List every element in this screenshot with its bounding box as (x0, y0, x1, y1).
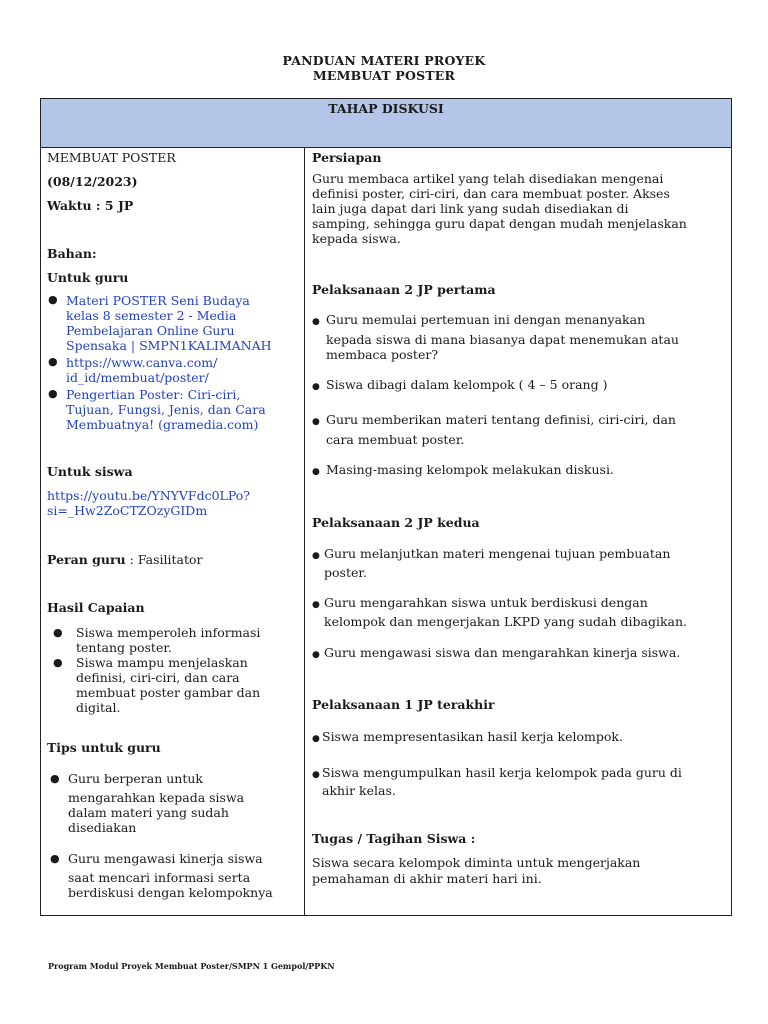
task-line: Siswa secara kelompok diminta untuk mengerjakan (312, 855, 641, 870)
item-line: poster. (324, 565, 367, 580)
item-line: membaca poster? (326, 347, 439, 362)
document-title-line-2: MEMBUAT POSTER (312, 68, 456, 83)
item-line: Guru mengarahkan siswa untuk berdiskusi dengan (324, 595, 648, 610)
prep-line: kepada siswa. (312, 231, 401, 246)
bullet-icon: ● (312, 600, 320, 610)
for-student-heading: Untuk siswa (47, 464, 133, 479)
bullet-icon: ● (53, 656, 63, 669)
item-line: Guru memberikan materi tentang definisi, ciri-ciri, dan (326, 412, 676, 427)
item-line: Masing-masing kelompok melakukan diskusi. (326, 462, 614, 477)
tip-line: dalam materi yang sudah (68, 805, 229, 820)
bullet-icon: ● (312, 770, 320, 780)
tip-line: saat mencari informasi serta (68, 870, 251, 885)
prep-line: Guru membaca artikel yang telah disediakan mengenai (312, 171, 664, 186)
link-line: Materi POSTER Seni Budaya (66, 293, 250, 308)
item-line: Guru memulai pertemuan ini dengan menanyakan (326, 312, 646, 327)
outcomes-heading: Hasil Capaian (47, 600, 145, 615)
outcome-line: Siswa memperoleh informasi (76, 625, 261, 640)
tip-line: Guru mengawasi kinerja siswa (68, 851, 263, 866)
materials-heading: Bahan: (47, 246, 97, 261)
for-teacher-heading: Untuk guru (47, 270, 129, 285)
prep-line: lain juga dapat dari link yang sudah disediakan di (312, 201, 629, 216)
subject-text: MEMBUAT POSTER (47, 150, 176, 165)
link-line: Membuatnya! (gramedia.com) (66, 417, 259, 432)
second-session-heading: Pelaksanaan 2 JP kedua (312, 515, 480, 530)
bullet-icon: ● (50, 852, 60, 865)
link-line: Spensaka | SMPN1KALIMANAH (66, 338, 272, 353)
item-line: Siswa dibagi dalam kelompok ( 4 – 5 orang ) (326, 377, 608, 392)
link-line: si=_Hw2ZoCTZOzyGIDm (47, 503, 208, 518)
outcome-line: membuat poster gambar dan (76, 685, 261, 700)
page-footer: Program Modul Proyek Membuat Poster/SMPN 1 Gempol/PPKN (48, 961, 335, 971)
bullet-icon: ● (48, 355, 58, 368)
bullet-icon: ● (312, 317, 320, 327)
table-header-title: TAHAP DISKUSI (328, 101, 444, 116)
tip-line: mengarahkan kepada siswa (68, 790, 245, 805)
link-line: https://www.canva.com/ (66, 355, 218, 370)
bullet-icon: ● (48, 293, 58, 306)
first-session-heading: Pelaksanaan 2 JP pertama (312, 282, 496, 297)
link-line: kelas 8 semester 2 - Media (66, 308, 237, 323)
outcome-line: tentang poster. (76, 640, 172, 655)
duration-text: Waktu : 5 JP (47, 198, 134, 213)
bullet-icon: ● (312, 417, 320, 427)
prep-line: samping, sehingga guru dapat dengan mudah menjelaskan (312, 216, 687, 231)
outcome-line: Siswa mampu menjelaskan (76, 655, 248, 670)
bullet-icon: ● (312, 734, 320, 744)
link-line: id_id/membuat/poster/ (66, 370, 209, 385)
column-divider (304, 148, 305, 916)
bullet-icon: ● (312, 551, 320, 561)
item-line: Siswa mempresentasikan hasil kerja kelompok. (322, 729, 623, 744)
link-line: Pembelajaran Online Guru (66, 323, 235, 338)
link-line: Pengertian Poster: Ciri-ciri, (66, 387, 241, 402)
teacher-role-label: Peran guru (47, 552, 126, 567)
bullet-icon: ● (48, 387, 58, 400)
bullet-icon: ● (312, 382, 320, 392)
teacher-role-row (47, 552, 203, 567)
link-line: Tujuan, Fungsi, Jenis, dan Cara (66, 402, 266, 417)
bullet-icon: ● (312, 467, 320, 477)
item-line: akhir kelas. (322, 783, 396, 798)
item-line: Guru melanjutkan materi mengenai tujuan pembuatan (324, 546, 671, 561)
outcome-line: definisi, ciri-ciri, dan cara (76, 670, 240, 685)
diskusi-table (40, 98, 732, 916)
task-heading: Tugas / Tagihan Siswa : (312, 831, 476, 846)
date-text: (08/12/2023) (47, 174, 138, 189)
tip-line: disediakan (68, 820, 137, 835)
bullet-icon: ● (50, 772, 60, 785)
prep-line: definisi poster, ciri-ciri, dan cara membuat poster. Akses (312, 186, 670, 201)
document-title-line-1: PANDUAN MATERI PROYEK (282, 53, 486, 68)
tip-line: berdiskusi dengan kelompoknya (68, 885, 273, 900)
item-line: kepada siswa di mana biasanya dapat menemukan atau (326, 332, 679, 347)
item-line: Siswa mengumpulkan hasil kerja kelompok pada guru di (322, 765, 682, 780)
task-line: pemahaman di akhir materi hari ini. (312, 871, 542, 886)
item-line: Guru mengawasi siswa dan mengarahkan kinerja siswa. (324, 645, 681, 660)
table-header-band (41, 99, 731, 148)
bullet-icon: ● (312, 650, 320, 660)
last-session-heading: Pelaksanaan 1 JP terakhir (312, 697, 495, 712)
prep-heading: Persiapan (312, 150, 382, 165)
teacher-role-value: : Fasilitator (125, 552, 203, 567)
tip-line: Guru berperan untuk (68, 771, 204, 786)
document-title (0, 53, 768, 83)
item-line: cara membuat poster. (326, 432, 465, 447)
item-line: kelompok dan mengerjakan LKPD yang sudah dibagikan. (324, 614, 687, 629)
bullet-icon: ● (53, 626, 63, 639)
link-line: https://youtu.be/YNYVFdc0LPo? (47, 488, 250, 503)
tips-heading: Tips untuk guru (47, 740, 161, 755)
outcome-line: digital. (76, 700, 121, 715)
